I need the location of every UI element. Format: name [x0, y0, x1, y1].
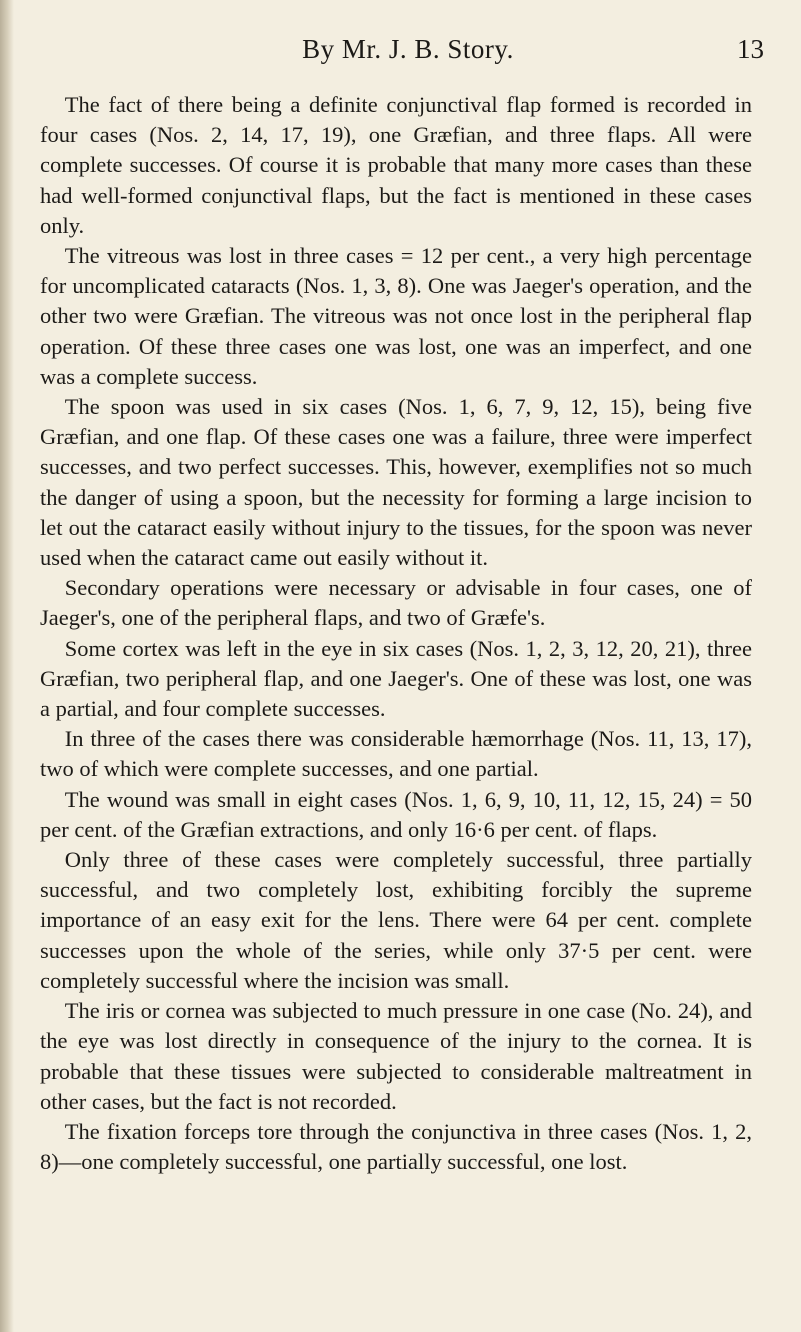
paragraph-secondary-operations: Secondary operations were necessary or advisable in four cases, one of Jaeger's, one of the peripheral flaps, and two of Græfe's. [40, 575, 752, 631]
paragraph-iris-cornea-pressure: The iris or cornea was subjected to much pressure in one case (No. 24), and the eye was lost directly in consequence of the injury to the cornea. It is probable that these tissues were subjected to considerable maltreatment in other cases, but the fact is not recorded. [40, 998, 752, 1114]
paragraph-conjunctival-flap: The fact of there being a definite conjunctival flap formed is recorded in four cases (Nos. 2, 14, 17, 19), one Græfian, and three flaps. All were complete successes. Of course it is probable that many more cases than these had well-formed conjunctival flaps, but the fact is mentioned in these cases only. [40, 92, 752, 238]
body-text [40, 90, 752, 1177]
running-title: By Mr. J. B. Story. [302, 34, 514, 64]
paragraph-fixation-forceps: The fixation forceps tore through the conjunctiva in three cases (Nos. 1, 2, 8)—one completely successful, one partially successful, one lost. [40, 1118, 752, 1175]
paragraph-haemorrhage: In three of the cases there was considerable hæmorrhage (Nos. 11, 13, 17), two of which were complete successes, and one partial. [40, 726, 752, 782]
page-number: 13 [737, 34, 764, 64]
paragraph-vitreous-lost: The vitreous was lost in three cases = 12 per cent., a very high percentage for uncomplicated cataracts (Nos. 1, 3, 8). One was Jaeger's operation, and the other two were Græfian. The vitreous was not once lost in the peripheral flap operation. Of these three cases one was lost, one was an imperfect, and one was a complete success. [40, 243, 752, 389]
paragraph-wound-small: The wound was small in eight cases (Nos. 1, 6, 9, 10, 11, 12, 15, 24) = 50 per cent. of the Græfian extractions, and only 16·6 per cent. of flaps. [40, 786, 752, 842]
paragraph-spoon-used: The spoon was used in six cases (Nos. 1, 6, 7, 9, 12, 15), being five Græfian, and one flap. Of these cases one was a failure, three were imperfect successes, and two perfect successes. This, however, exemplifies not so much the danger of using a spoon, but the necessity for forming a large incision to let out the cataract easily without injury to the tissues, for the spoon was never used when the cataract came out easily without it. [40, 394, 752, 571]
running-head [52, 34, 764, 70]
paragraph-cortex-left: Some cortex was left in the eye in six cases (Nos. 1, 2, 3, 12, 20, 21), three Græfian, two peripheral flap, and one Jaeger's. One of these was lost, one was a partial, and four complete successes. [40, 635, 752, 722]
page-edge-shadow [0, 0, 14, 1332]
paragraph-success-rates: Only three of these cases were completely successful, three partially successful, and two completely lost, exhibiting forcibly the supreme importance of an easy exit for the lens. There were 64 per cent. complete successes upon the whole of the series, while only 37·5 per cent. were completely successful where the incision was small. [40, 847, 752, 993]
